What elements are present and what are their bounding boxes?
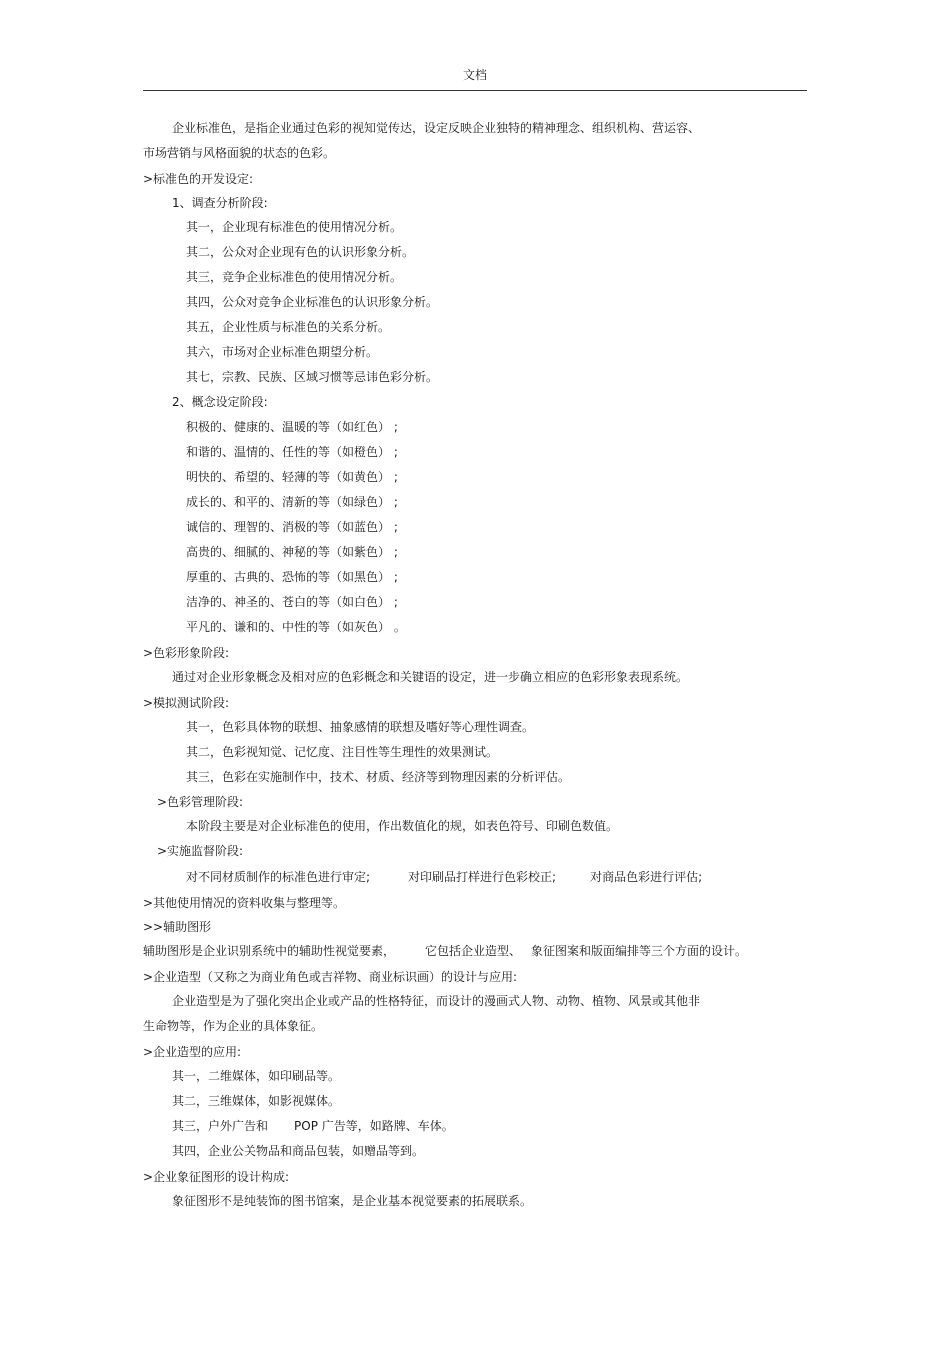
list-item: 其四，公众对竞争企业标准色的认识形象分析。: [186, 295, 439, 309]
list-item: 其一，二维媒体，如印刷品等。: [172, 1069, 341, 1083]
section-heading: >其他使用情况的资料收集与整理等。: [143, 896, 346, 910]
list-item: 其二，色彩视知觉、记忆度、注目性等生理性的效果测试。: [186, 745, 499, 759]
list-item: 明快的、希望的、轻薄的等（如黄色） ;: [186, 470, 398, 484]
section-heading: >企业造型的应用:: [143, 1045, 242, 1059]
aux-graphic-text-3: 象征图案和版面编排等三个方面的设计。: [531, 944, 748, 958]
paragraph-line: 企业造型是为了强化突出企业或产品的性格特征，而设计的漫画式人物、动物、植物、风景或其他非: [172, 994, 701, 1008]
list-item-text-1: 其三，户外广告和: [172, 1119, 269, 1133]
list-item: 其二，三维媒体，如影视媒体。: [172, 1094, 341, 1108]
list-item: 积极的、健康的、温暖的等（如红色） ;: [186, 420, 398, 434]
paragraph-line: 本阶段主要是对企业标准色的使用，作出数值化的规，如表色符号、印刷色数值。: [186, 819, 619, 833]
list-item: 其七，宗教、民族、区域习惯等忌讳色彩分析。: [186, 370, 439, 384]
list-item: 洁净的、神圣的、苍白的等（如白色） ;: [186, 595, 398, 609]
paragraph-line: 企业标准色，是指企业通过色彩的视知觉传达，设定反映企业独特的精神理念、组织机构、营运容、: [172, 121, 701, 135]
list-item: 其一，企业现有标准色的使用情况分析。: [186, 220, 403, 234]
aux-graphic-description: [143, 943, 747, 959]
supervision-item: 对不同材质制作的标准色进行审定;: [186, 870, 371, 884]
paragraph-line: 象征图形不是纯装饰的图书馆案，是企业基本视觉要素的拓展联系。: [172, 1194, 533, 1208]
supervision-item: 对商品色彩进行评估;: [590, 870, 703, 884]
list-item: 其四，企业公关物品和商品包装，如赠品等到。: [172, 1144, 425, 1158]
list-item-text-2: POP 广告等，如路牌、车体。: [294, 1119, 454, 1133]
section-heading: >色彩管理阶段:: [157, 795, 244, 809]
list-item: 其三，色彩在实施制作中，技术、材质、经济等到物理因素的分析评估。: [186, 770, 571, 784]
list-item: 其一，色彩具体物的联想、抽象感情的联想及嗜好等心理性调查。: [186, 720, 535, 734]
supervision-item: 对印刷品打样进行色彩校正;: [408, 870, 557, 884]
list-item: 诚信的、理智的、消极的等（如蓝色） ;: [186, 520, 398, 534]
list-item: 其三，竞争企业标准色的使用情况分析。: [186, 270, 403, 284]
section-heading: >实施监督阶段:: [157, 844, 244, 858]
section-heading: >企业象征图形的设计构成:: [143, 1170, 290, 1184]
subsection-heading: 1、调查分析阶段:: [172, 196, 268, 210]
list-item: 其六，市场对企业标准色期望分析。: [186, 345, 379, 359]
list-item: 其二，公众对企业现有色的认识形象分析。: [186, 245, 415, 259]
page-header-title: 文档: [462, 68, 487, 82]
list-item: 平凡的、谦和的、中性的等（如灰色） 。: [186, 620, 406, 634]
supervision-items-line: [186, 869, 702, 885]
list-item: 厚重的、古典的、恐怖的等（如黑色） ;: [186, 570, 398, 584]
paragraph-line: 生命物等，作为企业的具体象征。: [143, 1019, 324, 1033]
list-item: 高贵的、细腻的、神秘的等（如紫色） ;: [186, 545, 398, 559]
list-item: 成长的、和平的、清新的等（如绿色） ;: [186, 495, 398, 509]
paragraph-line: 通过对企业形象概念及相对应的色彩概念和关键语的设定，进一步确立相应的色彩形象表现系统。: [172, 670, 689, 684]
section-heading: >色彩形象阶段:: [143, 646, 230, 660]
subsection-heading: 2、概念设定阶段:: [172, 395, 268, 409]
paragraph-line: 市场营销与风格面貌的状态的色彩。: [143, 146, 336, 160]
aux-graphic-text-1: 辅助图形是企业识别系统中的辅助性视觉要素，: [143, 944, 396, 958]
section-heading: >标准色的开发设定:: [143, 172, 254, 186]
list-item: [172, 1118, 454, 1134]
list-item: 和谐的、温情的、任性的等（如橙色） ;: [186, 445, 398, 459]
major-heading: >>辅助图形: [143, 920, 212, 934]
aux-graphic-text-2: 它包括企业造型、: [425, 944, 522, 958]
section-heading: >企业造型（又称之为商业角色或吉祥物、商业标识画）的设计与应用:: [143, 970, 518, 984]
header-divider: [143, 90, 807, 91]
list-item: 其五，企业性质与标准色的关系分析。: [186, 320, 391, 334]
section-heading: >模拟测试阶段:: [143, 696, 230, 710]
